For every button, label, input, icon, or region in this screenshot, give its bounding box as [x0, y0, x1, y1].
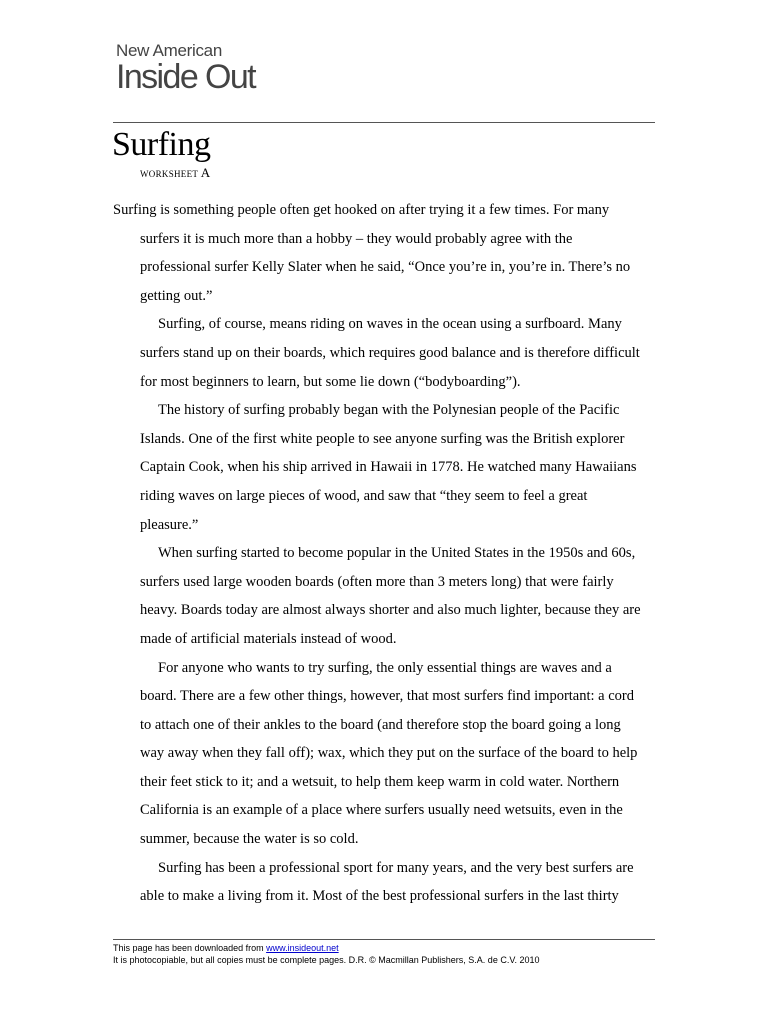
paragraph-1: Surfing is something people often get hooked on after trying it a few times. For many surfers it is much more than a hobby – they would probably agree with the professional surfer Kelly Slater when he said, “Once you’re in, you’re in. There’s no getting out.”: [113, 202, 631, 304]
page-footer: [113, 942, 540, 966]
insideout-link[interactable]: www.insideout.net: [266, 943, 339, 953]
paragraph-3: The history of surfing probably began with the Polynesian people of the Pacific Islands. One of the first white people to see anyone surfing was the British explorer Captain Cook, when his ship arrived in Hawaii in 1778. He watched many Hawaiians riding waves on large pieces of wood, and saw that “they seem to feel a great pleasure.”: [140, 402, 637, 533]
footer-download-text: This page has been downloaded from: [113, 943, 267, 953]
paragraph-2: Surfing, of course, means riding on waves in the ocean using a surfboard. Many surfers stand up on their boards, which requires good balance and is therefore difficult for most beginners to learn, but some lie down (“bodyboarding”).: [140, 316, 640, 390]
logo-top-line: New American: [116, 41, 222, 60]
footer-divider: [113, 939, 655, 940]
article-body: [113, 196, 643, 911]
logo-main-line: Inside Out: [116, 58, 255, 96]
header-divider: [113, 122, 655, 123]
worksheet-label: [140, 165, 210, 182]
footer-line-2: It is photocopiable, but all copies must be complete pages. D.R. © Macmillan Publishers, S.A. de C.V. 2010: [113, 955, 540, 965]
footer-line-1: [113, 942, 540, 954]
worksheet-letter: A: [200, 165, 211, 180]
paragraph-5: For anyone who wants to try surfing, the only essential things are waves and a board. There are a few other things, however, that most surfers find important: a cord to attach one of their ankles to the board (and therefore stop the board going a long way away when they fall off); wax, which they put on the surface of the board to help their feet stick to it; and a wetsuit, to help them keep warm in cold water. Northern California is an example of a place where surfers usually need wetsuits, even in the summer, because the water is so cold.: [140, 659, 638, 848]
paragraph-6: Surfing has been a professional sport for many years, and the very best surfers are able to make a living from it. Most of the best professional surfers in the last thirty: [140, 859, 634, 905]
worksheet-prefix: WORKSHEET: [140, 169, 199, 179]
publisher-logo: [116, 42, 255, 94]
paragraph-4: When surfing started to become popular in the United States in the 1950s and 60s, surfers used large wooden boards (often more than 3 meters long) that were fairly heavy. Boards today are almost always shorter and also much lighter, because they are made of artificial materials instead of wood.: [140, 545, 641, 647]
page-title: Surfing: [112, 126, 211, 163]
